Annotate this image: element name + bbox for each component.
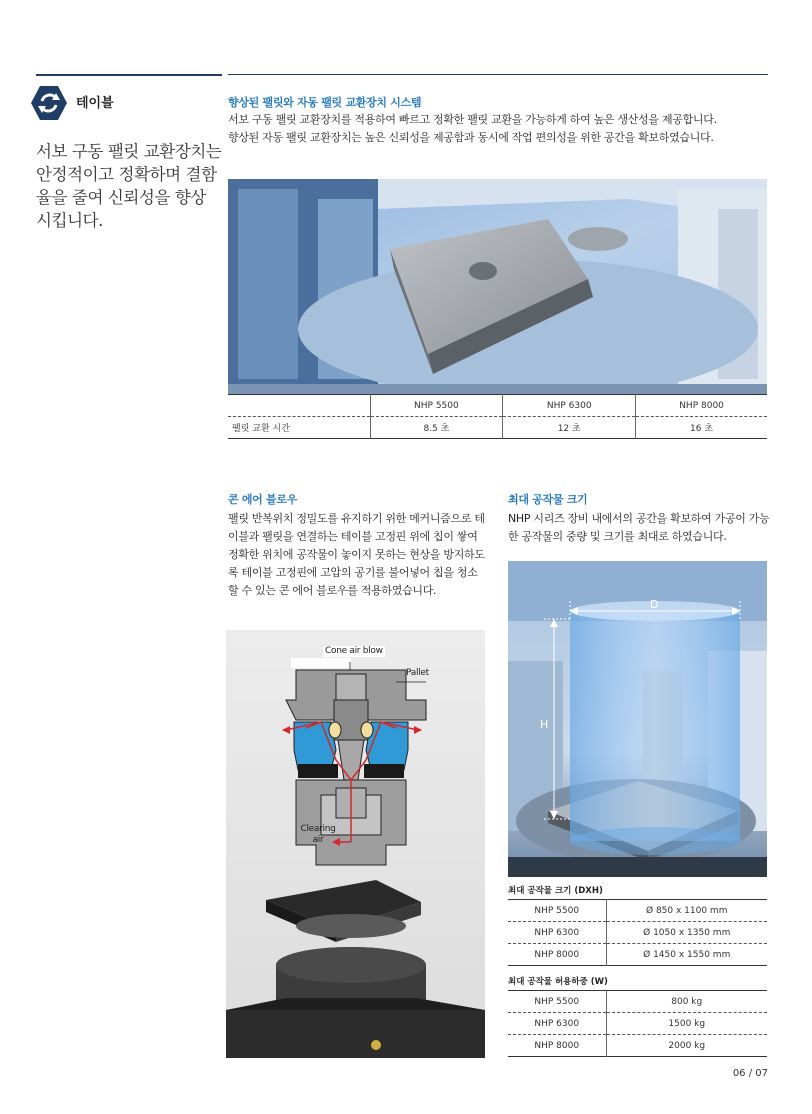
rotate-arrows-icon [30,84,68,122]
diagram-label-clearing: Clearing [300,824,336,834]
header-rule-right [228,74,768,75]
table-cell-value: 800 kg [606,991,767,1013]
table-cell: 8.5 초 [370,417,503,439]
section3-body: NHP 시리즈 장비 내에서의 공간을 확보하여 가공이 가능한 공작물의 중량 및 크기를 최대로 하였습니다. [508,512,770,543]
table-row [508,1013,767,1035]
dimension-label-h: H [540,718,548,731]
table-row [508,1035,767,1057]
table-header-row [228,395,767,417]
section1-title: 향상된 팰릿와 자동 팰릿 교환장치 시스템 [228,96,422,109]
table-row-label: 팰릿 교환 시간 [232,424,290,434]
diagram-label-clearing-air [300,824,336,846]
size-table-title: 최대 공작물 크기 (DXH) [508,886,603,896]
diagram-label-cone: Cone air blow [325,646,383,656]
header-rule-left [36,74,222,76]
max-load-table [508,990,767,1057]
dimension-label-d: D [650,598,659,611]
table-row [508,944,767,966]
section2-title: 콘 에어 블로우 [228,493,298,506]
table-cell: 12 초 [503,417,636,439]
load-table-title: 최대 공작물 허용하중 (W) [508,977,608,987]
sidebar-description: 서보 구동 팰릿 교환장치는 안정적이고 정확하며 결함율을 줄여 신뢰성을 향상 시킵니다. [36,142,222,230]
table-cell-model: NHP 8000 [534,949,580,960]
table-row [508,991,767,1013]
sidebar-title: 테이블 [76,96,114,111]
table-cell-value: Ø 1450 x 1550 mm [606,944,767,966]
max-size-table [508,899,767,966]
table-cell-value: 1500 kg [606,1013,767,1035]
pallet-changer-photo [228,179,767,394]
table-header-model: NHP 5500 [370,395,503,417]
table-row [508,900,767,922]
table-header-model: NHP 8000 [636,395,767,417]
diagram-label-pallet: Pallet [406,668,429,678]
table-cell: 16 초 [636,417,767,439]
table-cell-model: NHP 5500 [508,900,606,922]
section2-body: 팰릿 반복위치 정밀도를 유지하기 위한 메커니즘으로 테이블과 팰릿을 연결하는 테이블 고정핀 위에 칩이 쌓여 정확한 위치에 공작물이 놓이지 못하는 현상을 방지하도록 테이블 고정핀에 고압의 공기를 불어넣어 칩을 청소할 수 있는 콘 에어 블로우를 적용하였습니다. [228,512,485,597]
table-cell-model: NHP 6300 [508,1013,606,1035]
table-corner-cell [228,395,370,417]
cone-air-blow-diagram [226,630,485,1058]
section3-title: 최대 공작물 크기 [508,493,588,506]
section1-line2: 향상된 자동 팰릿 교환장치는 높은 신뢰성을 제공함과 동시에 작업 편의성을 위한 공간을 확보하였습니다. [228,131,714,144]
table-cell-value: Ø 1050 x 1350 mm [606,922,767,944]
pallet-change-time-table [228,394,767,439]
table-cell-model: NHP 8000 [534,1040,580,1051]
table-header-model: NHP 6300 [503,395,636,417]
table-cell-model: NHP 5500 [508,991,606,1013]
table-row [508,922,767,944]
diagram-label-air: air [312,835,324,845]
table-cell-model: NHP 6300 [508,922,606,944]
section1-line1: 서보 구동 팰릿 교환장치를 적용하여 빠르고 정확한 팰릿 교환을 가능하게 하여 높은 생산성을 제공합니다. [228,113,717,126]
section1-body [228,111,773,147]
table-cell-value: Ø 850 x 1100 mm [606,900,767,922]
table-cell-value: 2000 kg [606,1035,767,1057]
page-number: 06 / 07 [732,1068,768,1079]
table-row [228,417,767,439]
